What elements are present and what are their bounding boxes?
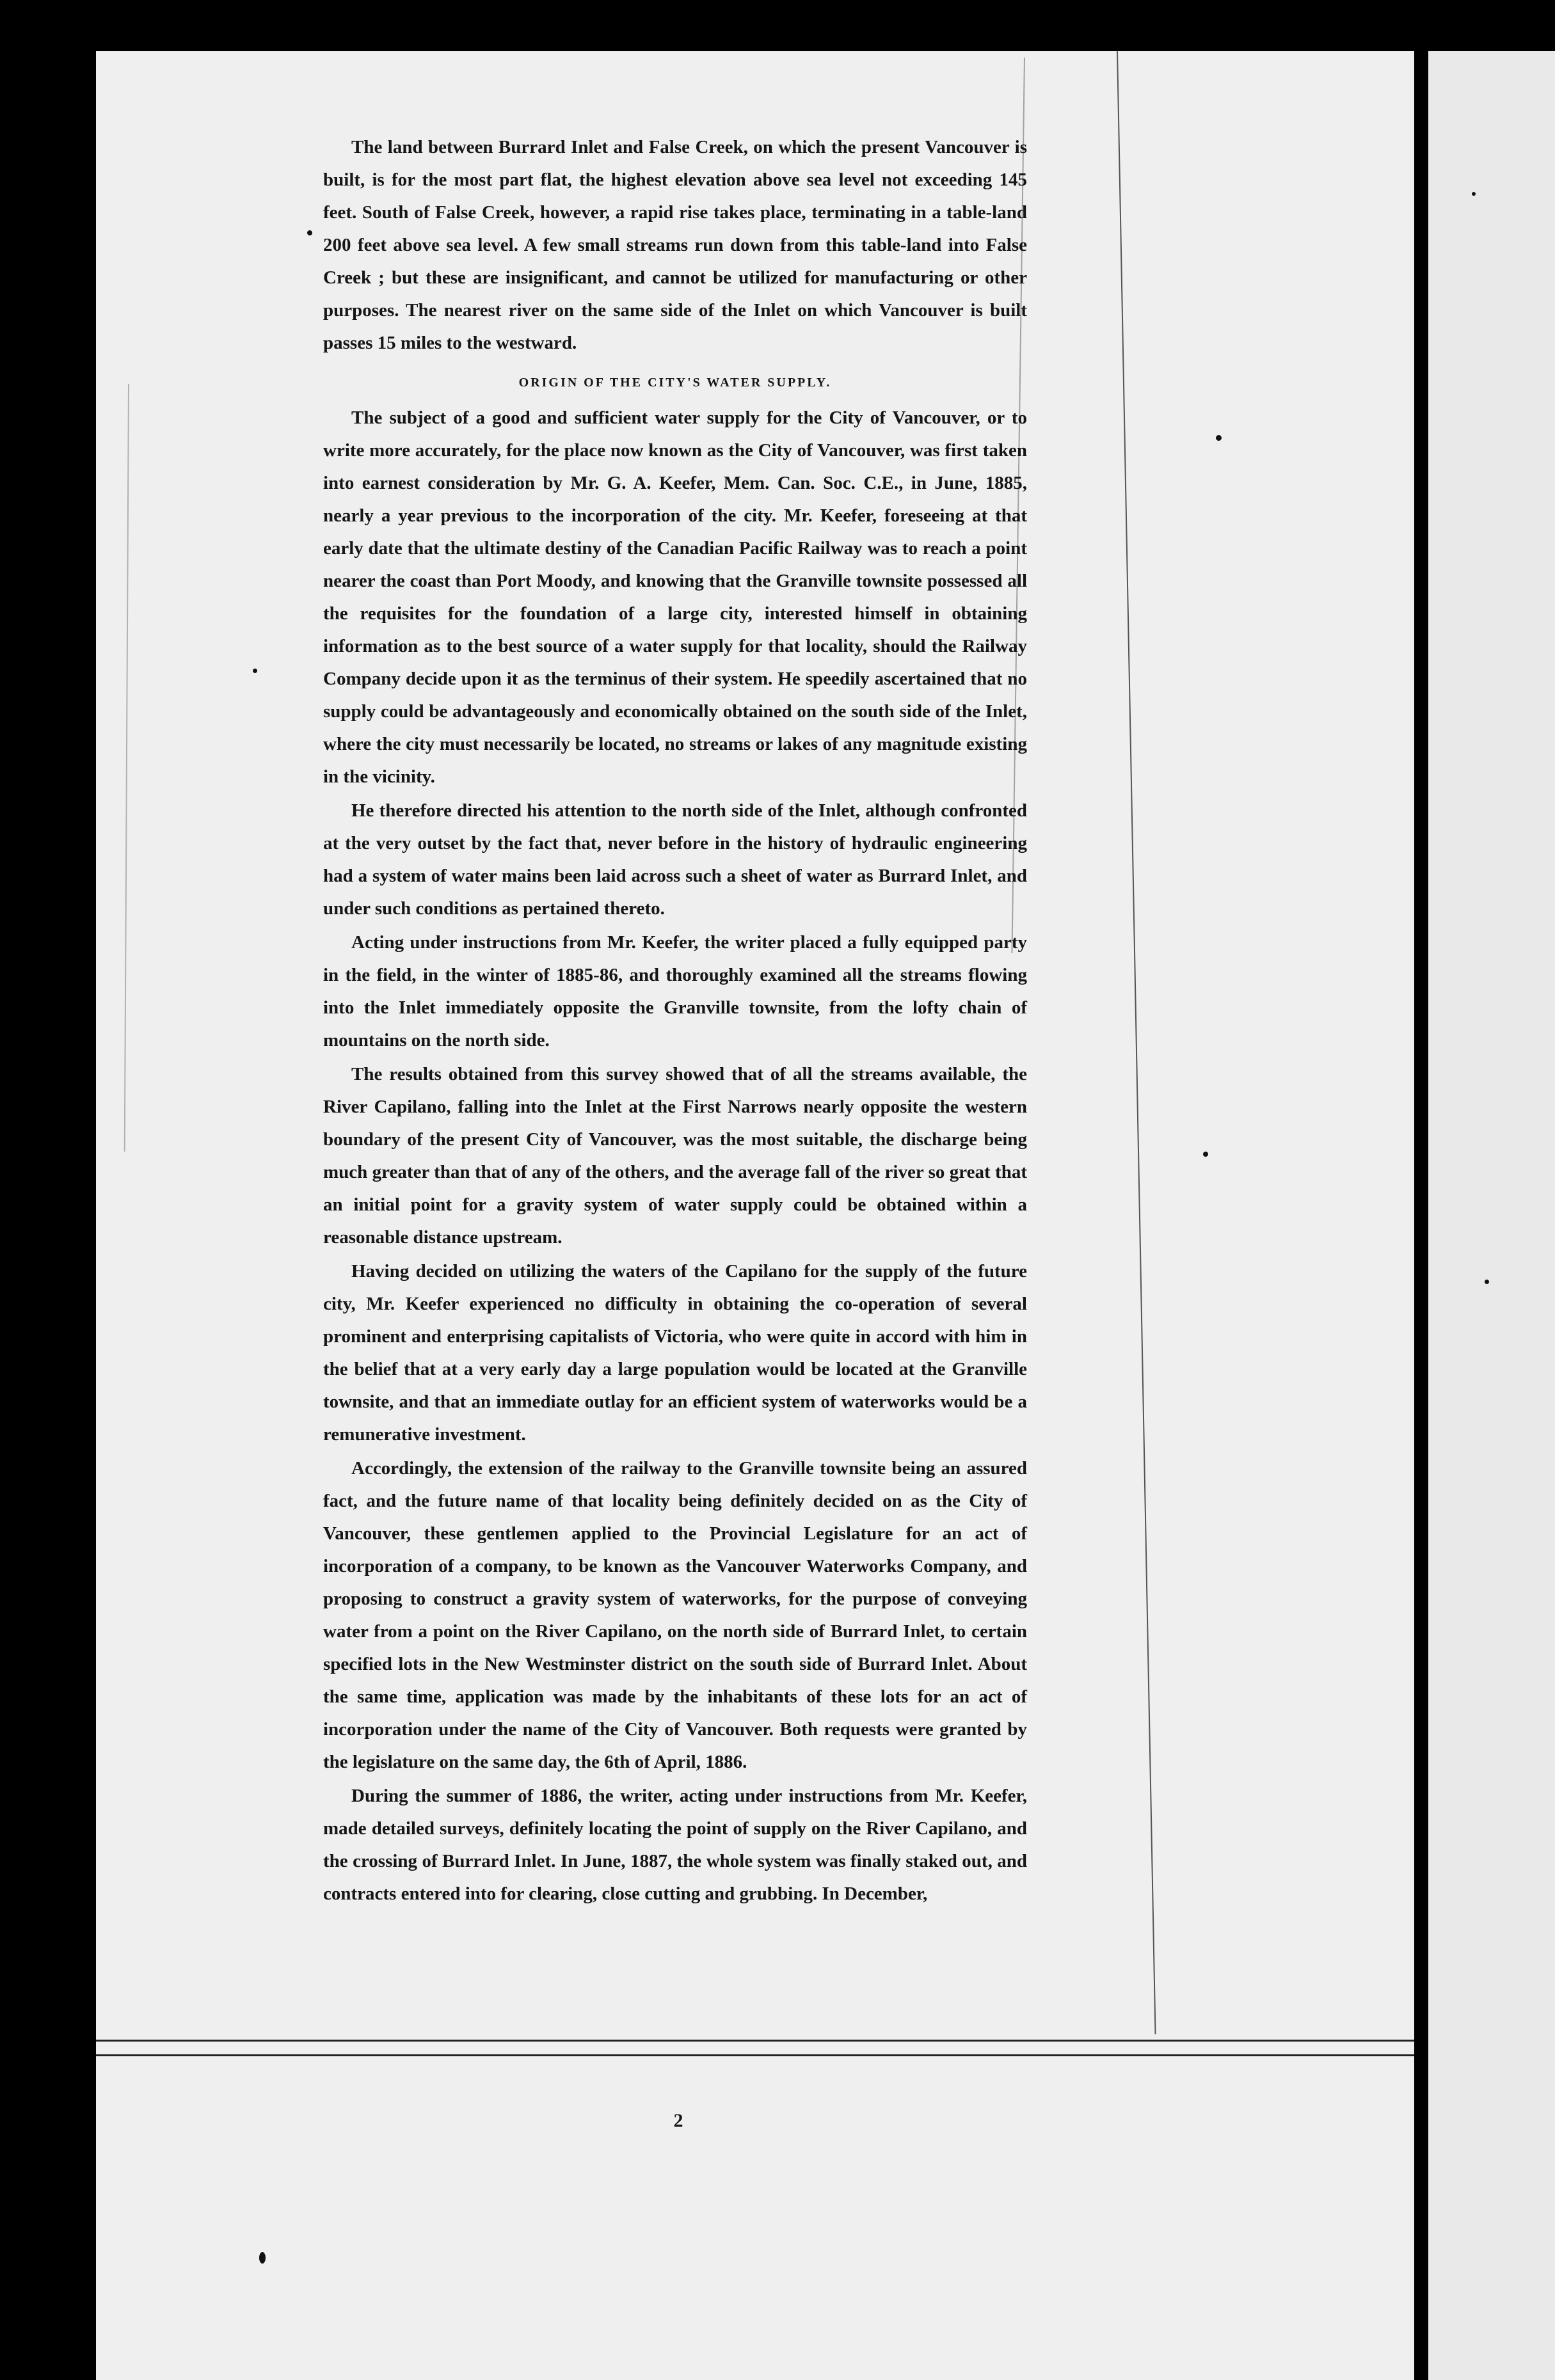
paragraph: During the summer of 1886, the writer, acting under instructions from Mr. Keefer, made detailed surveys, definitely locating the point of supply on the River Capilano, and the crossing of Burrard Inlet. In June, 1887, the whole system was finally staked out, and contracts entered into for clearing, close cutting and grubbing. In December,: [323, 1786, 1027, 1904]
paragraph: The land between Burrard Inlet and False Creek, on which the present Vancouver is built, is for the most part flat, the highest elevation above sea level not exceeding 145 feet. South of False Creek, however, a rapid rise takes place, terminating in a table-land 200 feet above sea level. A few small streams run down from this table-land into False Creek ; but these are insignificant, and cannot be utilized for manufacturing or other purposes. The nearest river on the same side of the Inlet on which Vancouver is built passes 15 miles to the westward.: [323, 137, 1027, 353]
scan-speck: [253, 669, 257, 673]
paragraph: He therefore directed his attention to the north side of the Inlet, although confronted at the very outset by the fact that, never before in the history of hydraulic engineering had a system of water mains been laid across such a sheet of water as Burrard Inlet, and under such conditions as pertained thereto.: [323, 800, 1027, 919]
scan-speck: [307, 230, 312, 235]
paragraph: Acting under instructions from Mr. Keefer, the writer placed a fully equipped party in the field, in the winter of 1885-86, and thoroughly examined all the streams flowing into the Inlet immediately opposite the Granville townsite, from the lofty chain of mountains on the north side.: [323, 932, 1027, 1051]
paragraph: Accordingly, the extension of the railway to the Granville townsite being an assured fact, and the future name of that locality being definitely decided on as the City of Vancouver, these gentlemen applied to the Provincial Legislature for an act of incorporation of a company, to be known as the Vancouver Waterworks Company, and proposing to construct a gravity system of waterworks, for the purpose of conveying water from a point on the River Capilano, on the north side of Burrard Inlet, to certain specified lots in the New Westminster district on the south side of Burrard Inlet. About the same time, application was made by the inhabitants of these lots for an act of incorporation under the name of the City of Vancouver. Both requests were granted by the legislature on the same day, the 6th of April, 1886.: [323, 1458, 1027, 1772]
scan-speck: [1472, 192, 1476, 196]
page-number: 2: [673, 2110, 683, 2131]
paragraph: Having decided on utilizing the waters of the Capilano for the supply of the future city, Mr. Keefer experienced no difficulty in obtaining the co-operation of several prominent and enterprising capitalists of Victoria, who were quite in accord with him in the belief that at a very early day a large population would be located at the Granville townsite, and that an immediate outlay for an efficient system of waterworks would be a remunerative investment.: [323, 1261, 1027, 1445]
scan-speck: [1203, 1152, 1208, 1157]
scan-double-rule: [96, 2040, 1414, 2056]
scan-speck: [1485, 1280, 1489, 1284]
scan-speck: [1216, 435, 1222, 441]
section-heading: ORIGIN OF THE CITY'S WATER SUPPLY.: [518, 376, 832, 390]
text-column: [323, 131, 1027, 1912]
scan-speck: [259, 2252, 266, 2264]
paragraph: The results obtained from this survey showed that of all the streams available, the River Capilano, falling into the Inlet at the First Narrows nearly opposite the western boundary of the present City of Vancouver, was the most suitable, the discharge being much greater than that of any of the others, and the average fall of the river so great that an initial point for a gravity system of water supply could be obtained within a reasonable distance upstream.: [323, 1064, 1027, 1248]
page-gutter: [1414, 51, 1428, 2380]
adjacent-page-edge: [1428, 51, 1555, 2380]
paragraph: The subject of a good and sufficient water supply for the City of Vancouver, or to write more accurately, for the place now known as the City of Vancouver, was first taken into earnest consideration by Mr. G. A. Keefer, Mem. Can. Soc. C.E., in June, 1885, nearly a year previous to the incorporation of the city. Mr. Keefer, foreseeing at that early date that the ultimate destiny of the Canadian Pacific Railway was to reach a point nearer the coast than Port Moody, and knowing that the Granville townsite possessed all the requisites for the foundation of a large city, interested himself in obtaining information as to the best source of a water supply for that locality, should the Railway Company decide upon it as the terminus of their system. He speedily ascertained that no supply could be advantageously and economically obtained on the south side of the Inlet, where the city must necessarily be located, no streams or lakes of any magnitude existing in the vicinity.: [323, 408, 1027, 787]
